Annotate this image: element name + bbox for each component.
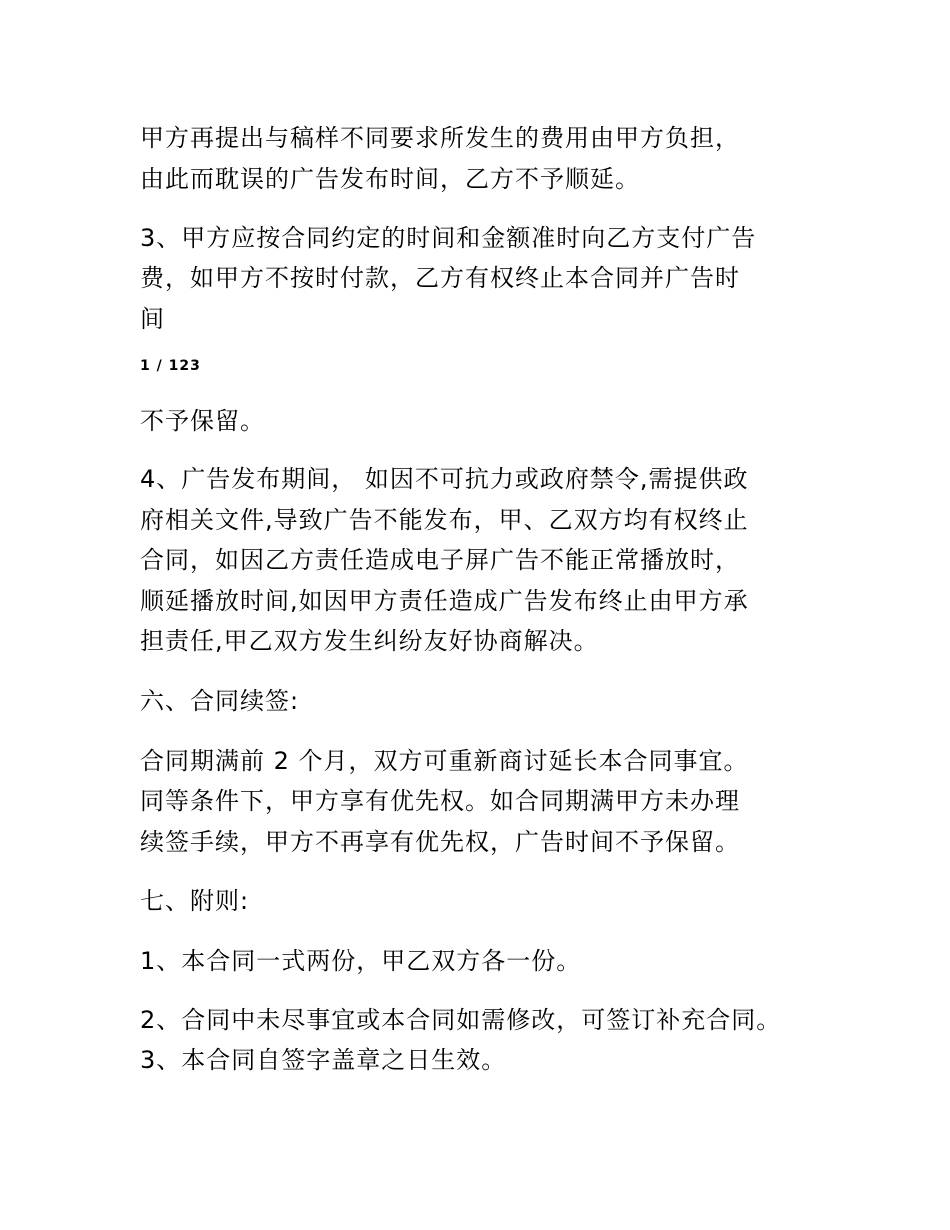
- text-line: 2、合同中未尽事宜或本合同如需修改，可签订补充合同。: [140, 1006, 782, 1034]
- text-line: 续签手续，甲方不再享有优先权，广告时间不予保留。: [140, 828, 740, 856]
- text-line: 顺延播放时间,如因甲方责任造成广告发布终止由甲方承: [140, 587, 749, 615]
- text-line: 合同，如因乙方责任造成电子屏广告不能正常播放时，: [140, 546, 740, 574]
- section-heading: 六、合同续签:: [140, 687, 300, 715]
- section-heading: 七、附则:: [140, 887, 250, 915]
- text-line: 合同期满前 2 个月，双方可重新商讨延长本合同事宜。: [140, 747, 749, 775]
- page-number: 1 / 123: [140, 358, 201, 374]
- text-line: 1、本合同一式两份，甲乙双方各一份。: [140, 947, 582, 975]
- text-line: 甲方再提出与稿样不同要求所发生的费用由甲方负担，: [140, 124, 740, 152]
- text-line: 由此而耽误的广告发布时间，乙方不予顺延。: [140, 165, 640, 193]
- text-line: 费，如甲方不按时付款，乙方有权终止本合同并广告时: [140, 264, 740, 292]
- text-line: 同等条件下，甲方享有优先权。如合同期满甲方未办理: [140, 787, 740, 815]
- text-line: 3、甲方应按合同约定的时间和金额准时向乙方支付广告: [140, 224, 757, 252]
- text-line: 担责任,甲乙双方发生纠纷友好协商解决。: [140, 627, 599, 655]
- text-line: 间: [140, 305, 165, 333]
- text-line: 4、广告发布期间， 如因不可抗力或政府禁令,需提供政: [140, 465, 749, 493]
- text-line: 不予保留。: [140, 407, 265, 435]
- text-line: 府相关文件,导致广告不能发布，甲、乙双方均有权终止: [140, 506, 749, 534]
- text-line: 3、本合同自签字盖章之日生效。: [140, 1046, 507, 1074]
